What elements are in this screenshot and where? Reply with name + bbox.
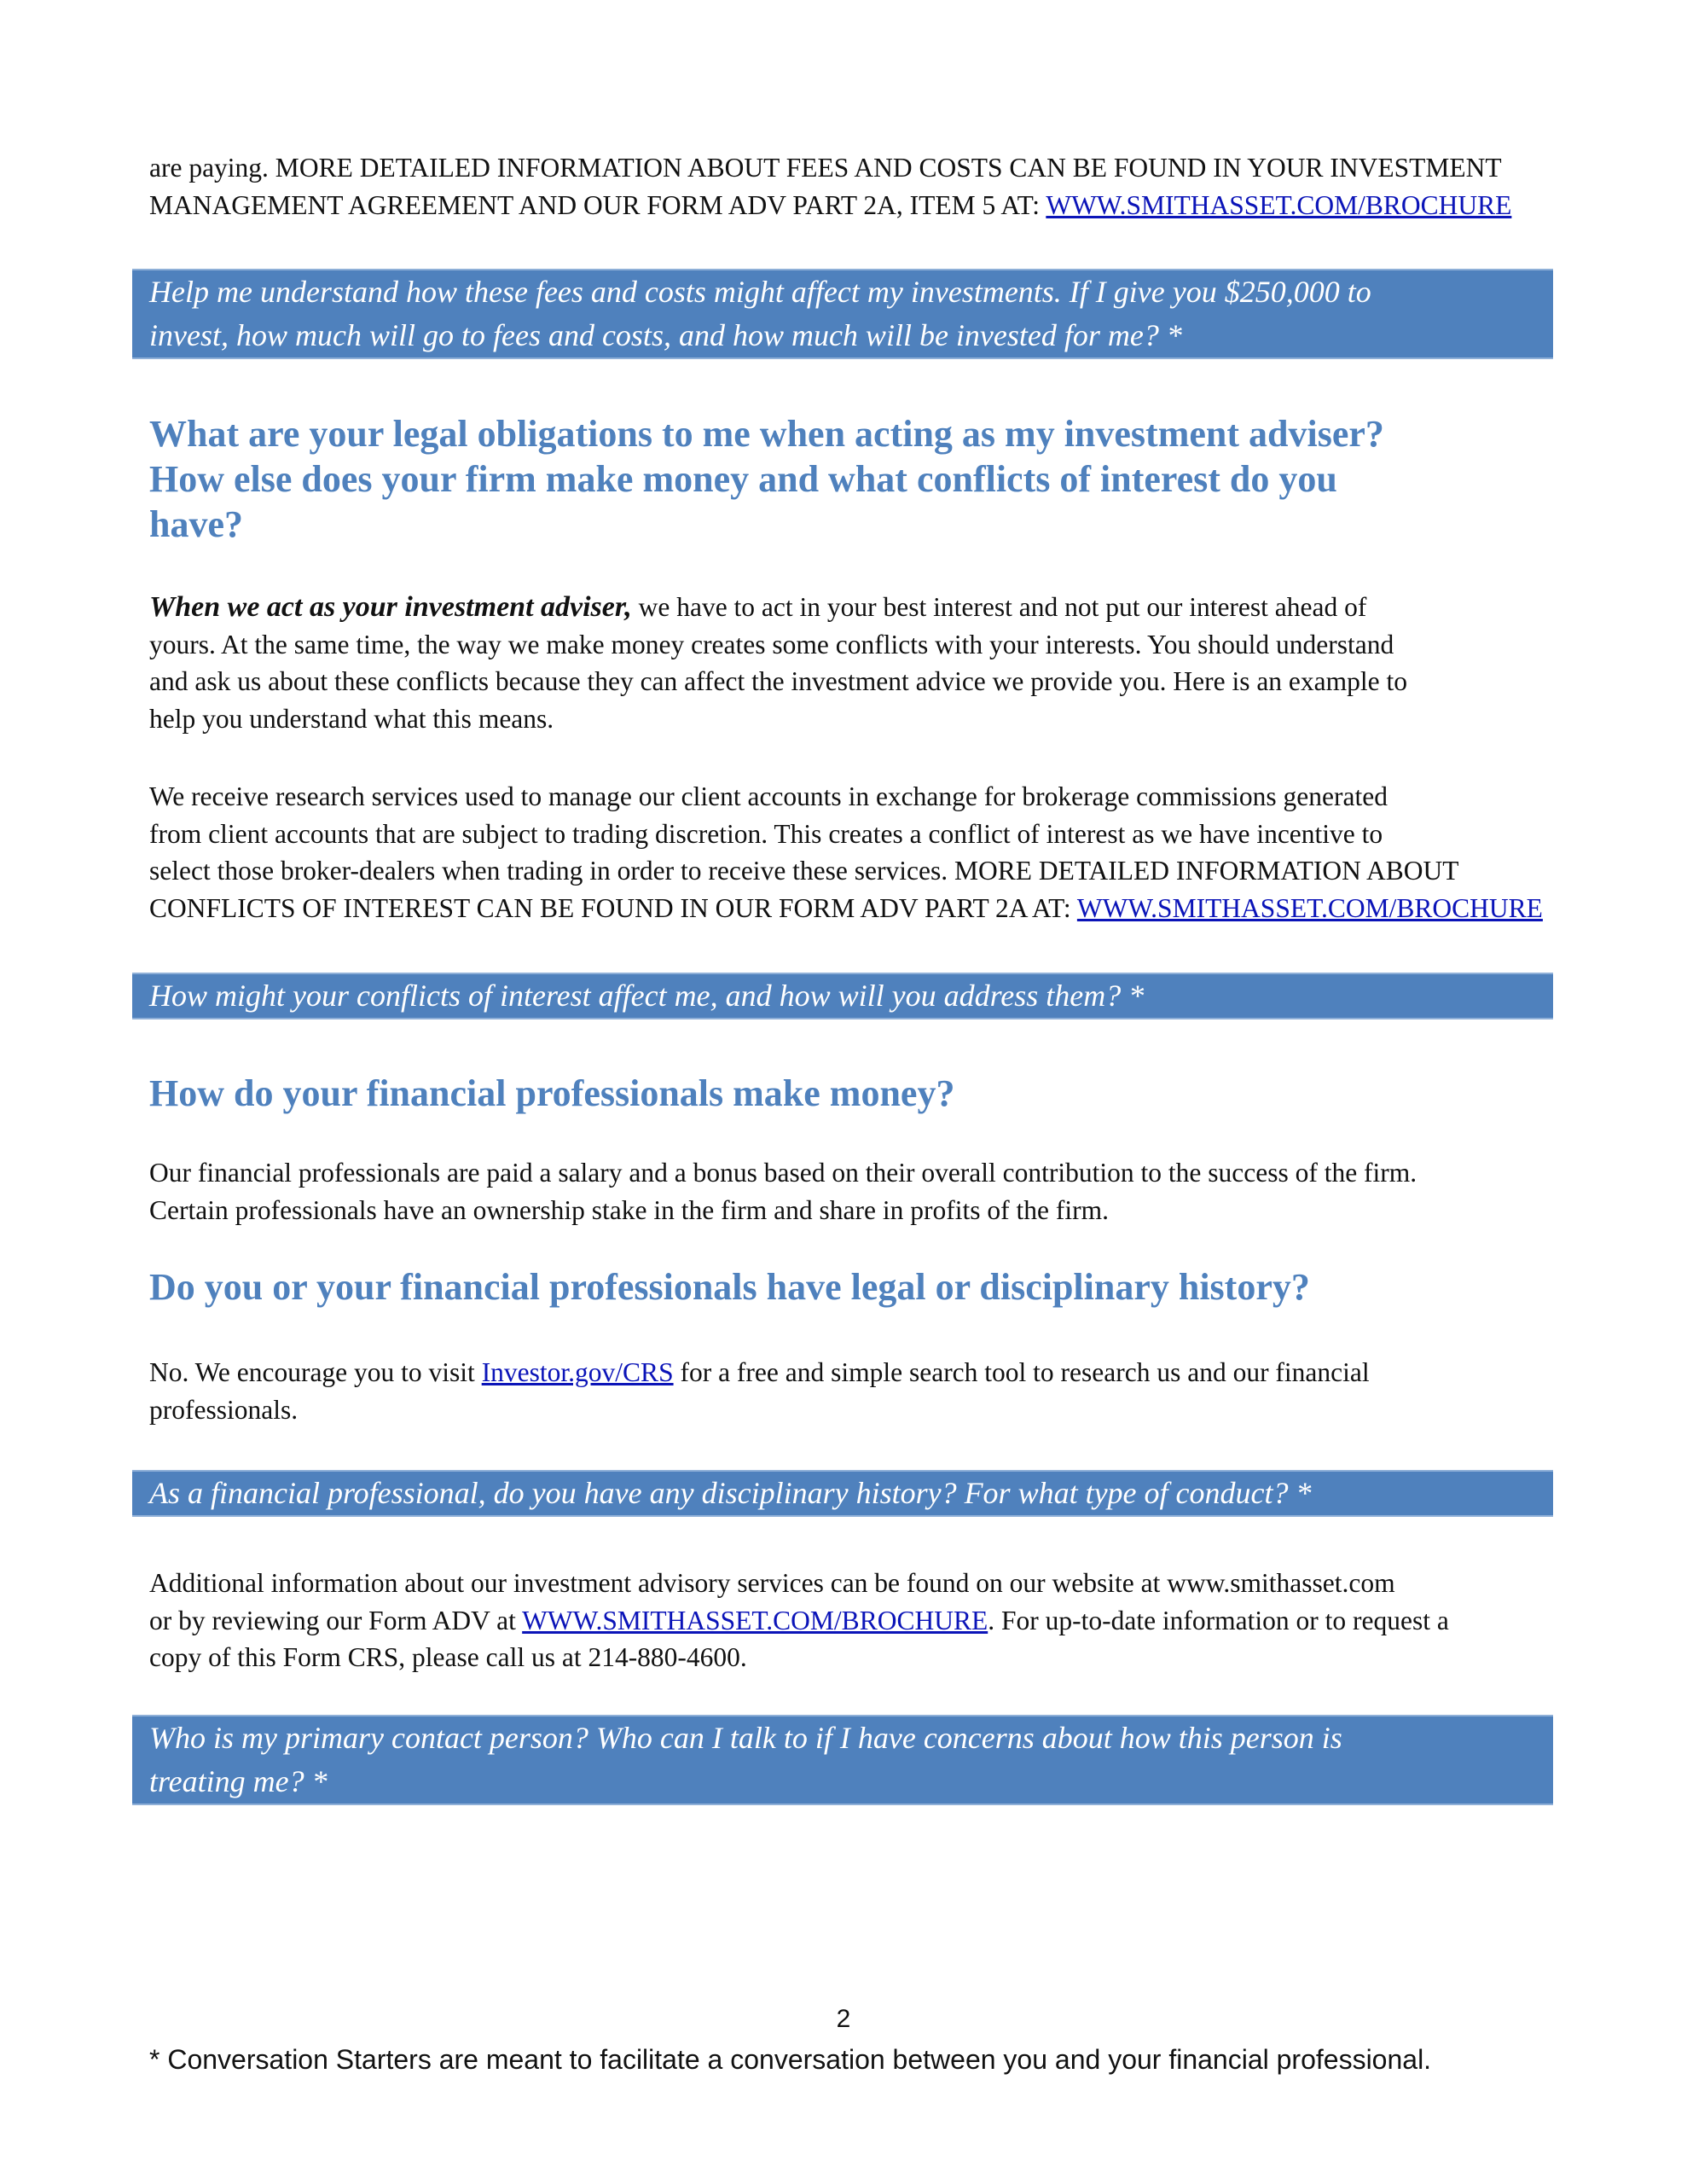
- research-line-3: select those broker-dealers when trading in order to receive these services. MORE DETAILED INFORMATION ABOUT: [149, 856, 1459, 886]
- obligations-line-2: yours. At the same time, the way we make money creates some conflicts with your interests. You should understand: [149, 629, 1394, 659]
- conversation-starter-fees: [132, 269, 1553, 359]
- brochure-link-conflicts[interactable]: WWW.SMITHASSET.COM/BROCHURE: [1076, 892, 1543, 923]
- research-line-4: CONFLICTS OF INTEREST CAN BE FOUND IN OUR FORM ADV PART 2A AT:: [149, 892, 1077, 923]
- intro-line-1: are paying. MORE DETAILED INFORMATION ABOUT FEES AND COSTS CAN BE FOUND IN YOUR INVESTMENT: [149, 153, 1502, 183]
- page-number: 2: [836, 2005, 851, 2033]
- starter-contact-line-1: Who is my primary contact person? Who can I talk to if I have concerns about how this person is: [149, 1721, 1342, 1755]
- history-prefix: No. We encourage you to visit: [149, 1357, 482, 1387]
- obligations-line-3: and ask us about these conflicts because they can affect the investment advice we provide you. Here is an example to: [149, 666, 1408, 696]
- obligations-lead: When we act as your investment adviser,: [149, 591, 632, 623]
- compensation-line-2: Certain professionals have an ownership stake in the firm and share in profits of the firm.: [149, 1194, 1109, 1225]
- heading-disciplinary-history: Do you or your financial professionals have legal or disciplinary history?: [149, 1266, 1310, 1308]
- obligations-line-1: we have to act in your best interest and not put our interest ahead of: [631, 592, 1367, 622]
- starter-fees-line-1: Help me understand how these fees and costs might affect my investments. If I give you $250,000 to: [149, 275, 1371, 309]
- conversation-starter-history: [132, 1470, 1553, 1517]
- heading-legal-obligations: [149, 411, 1557, 547]
- history-paragraph: [149, 1354, 1557, 1428]
- heading-obligations-line-1: What are your legal obligations to me when acting as my investment adviser?: [149, 413, 1384, 455]
- heading-compensation: How do your financial professionals make money?: [149, 1072, 955, 1114]
- heading-obligations-line-3: have?: [149, 503, 243, 545]
- additional-line-2-prefix: or by reviewing our Form ADV at: [149, 1605, 523, 1635]
- footnote: * Conversation Starters are meant to facilitate a conversation between you and your financial professional.: [149, 2044, 1432, 2075]
- conversation-starter-contact: [132, 1715, 1553, 1805]
- brochure-link-additional[interactable]: WWW.SMITHASSET.COM/BROCHURE: [522, 1605, 988, 1635]
- research-paragraph: [149, 778, 1557, 926]
- history-line-2: professionals.: [149, 1394, 299, 1425]
- intro-paragraph: [149, 149, 1557, 224]
- brochure-link[interactable]: WWW.SMITHASSET.COM/BROCHURE: [1046, 189, 1512, 220]
- obligations-paragraph: [149, 589, 1557, 737]
- compensation-line-1: Our financial professionals are paid a salary and a bonus based on their overall contribution to the success of the firm.: [149, 1158, 1417, 1188]
- investor-gov-link[interactable]: Investor.gov/CRS: [481, 1357, 674, 1387]
- history-suffix: for a free and simple search tool to research us and our financial: [673, 1357, 1370, 1387]
- research-line-1: We receive research services used to manage our client accounts in exchange for brokerage commissions generated: [149, 781, 1388, 811]
- intro-line-2: MANAGEMENT AGREEMENT AND OUR FORM ADV PART 2A, ITEM 5 AT:: [149, 189, 1046, 220]
- starter-fees-line-2: invest, how much will go to fees and costs, and how much will be invested for me? *: [149, 318, 1182, 352]
- additional-line-2-suffix: . For up-to-date information or to request a: [988, 1605, 1449, 1635]
- starter-contact-line-2: treating me? *: [149, 1764, 328, 1798]
- additional-line-3: copy of this Form CRS, please call us at 214-880-4600.: [149, 1642, 747, 1672]
- obligations-line-4: help you understand what this means.: [149, 703, 554, 734]
- heading-obligations-line-2: How else does your firm make money and what conflicts of interest do you: [149, 458, 1337, 500]
- conversation-starter-conflicts: [132, 973, 1553, 1019]
- compensation-paragraph: [149, 1154, 1557, 1228]
- research-line-2: from client accounts that are subject to trading discretion. This creates a conflict of interest as we have incentive to: [149, 818, 1383, 849]
- additional-info-paragraph: [149, 1565, 1557, 1676]
- additional-line-1: Additional information about our investment advisory services can be found on our website at www.smithasset.com: [149, 1568, 1395, 1598]
- starter-conflicts-text: How might your conflicts of interest affect me, and how will you address them? *: [149, 979, 1145, 1013]
- starter-history-text: As a financial professional, do you have any disciplinary history? For what type of conduct? *: [149, 1476, 1312, 1510]
